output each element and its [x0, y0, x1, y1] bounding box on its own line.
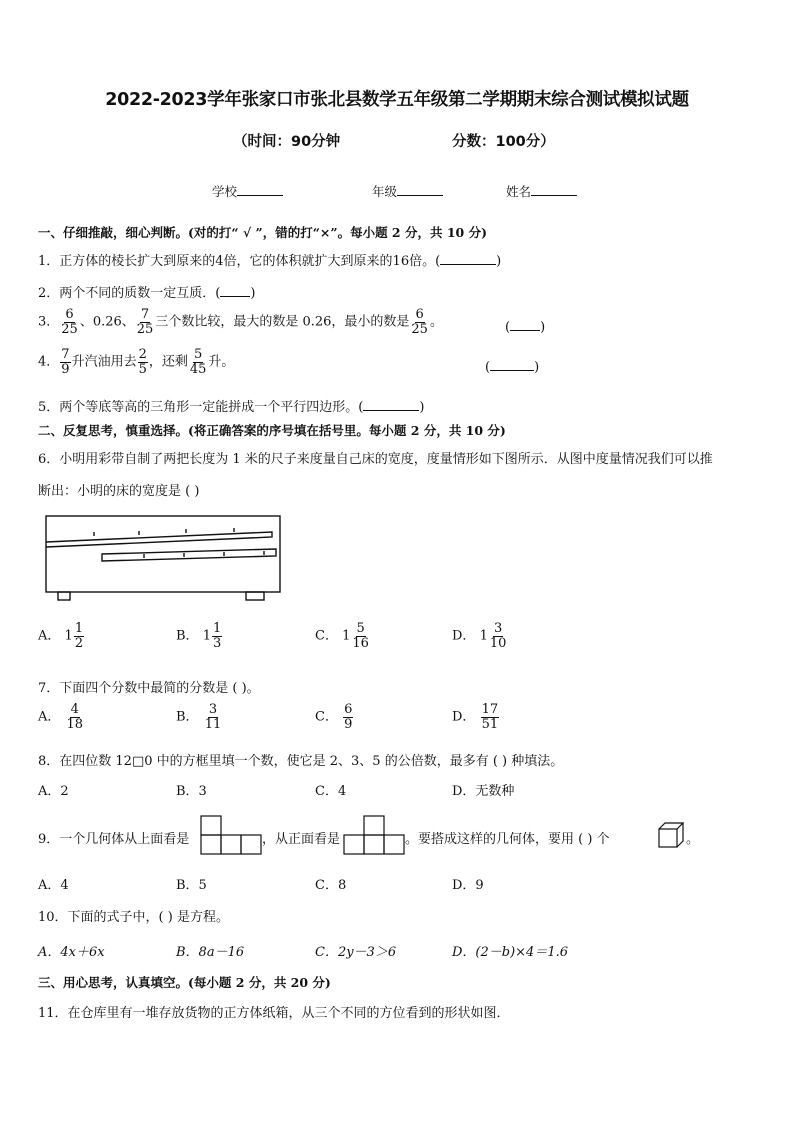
name-field: 姓名 [506, 182, 577, 200]
question-1: 1．正方体的棱长扩大到原来的4倍，它的体积就扩大到原来的16倍。( ) [38, 254, 502, 269]
q8-option-c[interactable]: C．4 [315, 784, 347, 799]
q10-option-b[interactable]: B．8a－16 [176, 945, 245, 960]
question-9-part-3: 。要搭成这样的几何体，要用 ( ) 个 [405, 832, 610, 847]
q7-option-d[interactable]: D． $\frac{17}{51}$ [452, 702, 499, 732]
exam-time: （时间：90分钟 [233, 134, 341, 150]
exam-score: 分数：100分） [452, 134, 555, 150]
q10-option-d[interactable]: D．(2－b)×4＝1.6 [452, 945, 568, 960]
q6-option-a[interactable]: A． 1 $\frac{1}{2}$ [38, 621, 84, 651]
q9-option-a[interactable]: A．4 [38, 878, 69, 893]
q6-option-d[interactable]: D． 1 $\frac{3}{10}$ [452, 621, 507, 651]
question-11: 11．在仓库里有一堆存放货物的正方体纸箱，从三个不同的方位看到的形状如图． [38, 1006, 510, 1021]
question-6-line-1: 6．小明用彩带自制了两把长度为 1 米的尺子来度量自己床的宽度，度量情形如下图所示．从图中度量情况我们可以推 [38, 452, 713, 467]
q9-option-d[interactable]: D．9 [452, 878, 484, 893]
question-6-line-2: 断出：小明的床的宽度是 ( ) [38, 484, 200, 499]
question-3: 3． $\frac{6}{25}$ 、0.26、 $\frac{7}{25}$ 三个数比较，最大的数是 0.26，最小的数是 $\frac{6}{25}$ 。 [38, 307, 443, 337]
q8-option-a[interactable]: A．2 [38, 784, 69, 799]
section-3-heading: 三、用心思考，认真填空。(每小题 2 分，共 20 分) [38, 975, 331, 990]
q7-option-c[interactable]: C． $\frac{6}{9}$ [315, 702, 353, 732]
question-4: 4． $\frac{7}{9}$ 升汽油用去 $\frac{2}{5}$ ，还剩 $\frac{5}{45}$ 升。 [38, 347, 235, 377]
question-4-answer: ( ) [485, 360, 540, 375]
question-9-part-4: 。 [686, 832, 700, 847]
q7-option-a[interactable]: A． $\frac{4}{18}$ [38, 702, 84, 732]
q8-option-b[interactable]: B．3 [176, 784, 207, 799]
q8-option-d[interactable]: D．无数种 [452, 784, 515, 799]
top-view-figure [200, 815, 262, 855]
question-3-answer: ( ) [505, 320, 546, 335]
section-1-heading: 一、仔细推敲，细心判断。(对的打“ √ ”，错的打“×”。每小题 2 分，共 10 分) [38, 225, 487, 240]
school-field: 学校 [212, 182, 283, 200]
question-2: 2．两个不同的质数一定互质．( ) [38, 286, 256, 301]
grade-field: 年级 [372, 182, 443, 200]
q10-option-c[interactable]: C．2y－3＞6 [315, 945, 397, 960]
q9-option-b[interactable]: B．5 [176, 878, 207, 893]
page-title: 2022-2023学年张家口市张北县数学五年级第二学期期末综合测试模拟试题 [105, 90, 689, 110]
cube-icon [658, 822, 684, 848]
question-5: 5．两个等底等高的三角形一定能拼成一个平行四边形。( ) [38, 400, 425, 415]
question-9-part-1: 9．一个几何体从上面看是 [38, 832, 190, 847]
question-9-part-2: ，从正面看是 [262, 832, 341, 847]
question-8: 8．在四位数 12□0 中的方框里填一个数，使它是 2、3、5 的公倍数，最多有 ( ) 种填法。 [38, 754, 564, 769]
q6-option-b[interactable]: B． 1 $\frac{1}{3}$ [176, 621, 222, 651]
front-view-figure [343, 815, 405, 855]
question-7: 7．下面四个分数中最简的分数是 ( )。 [38, 681, 260, 696]
q9-option-c[interactable]: C．8 [315, 878, 347, 893]
section-2-heading: 二、反复思考，慎重选择。(将正确答案的序号填在括号里。每小题 2 分，共 10 分) [38, 423, 506, 438]
q10-option-a[interactable]: A．4x＋6x [38, 945, 105, 960]
q6-option-c[interactable]: C． 1 $\frac{5}{16}$ [315, 621, 369, 651]
q7-option-b[interactable]: B． $\frac{3}{11}$ [176, 702, 222, 732]
question-10: 10．下面的式子中，( ) 是方程。 [38, 910, 229, 925]
bed-ruler-figure [44, 512, 286, 602]
